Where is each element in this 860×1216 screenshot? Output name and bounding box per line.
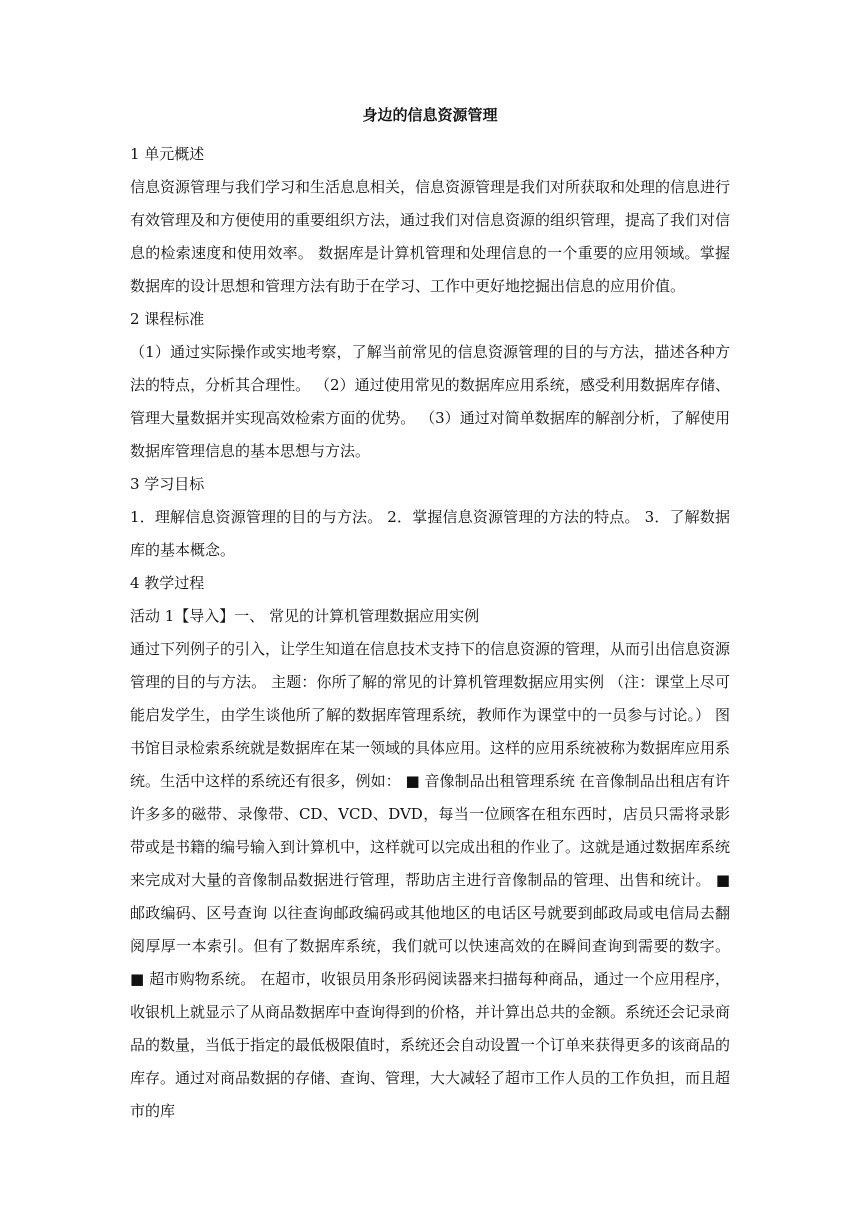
section-paragraph-standards: （1）通过实际操作或实地考察，了解当前常见的信息资源管理的目的与方法，描述各种方法的特点，分析其合理性。 （2）通过使用常见的数据库应用系统，感受利用数据库存储、管理大量数据并实现高效检索方面的优势。 （3）通过对简单数据库的解剖分析，了解使用数据库管理信息的基本思想与方法。 <box>130 343 730 460</box>
section-heading-objectives: 3 学习目标 <box>130 475 205 493</box>
document-page <box>130 106 730 1128</box>
section-paragraph-overview: 信息资源管理与我们学习和生活息息相关，信息资源管理是我们对所获取和处理的信息进行有效管理及和方便使用的重要组织方法，通过我们对信息资源的组织管理，提高了我们对信息的检索速度和使用效率。 数据库是计算机管理和处理信息的一个重要的应用领域。掌握数据库的设计思想和管理方法有助于在学习、工作中更好地挖掘出信息的应用价值。 <box>130 178 731 295</box>
section-paragraph-process: 通过下列例子的引入，让学生知道在信息技术支持下的信息资源的管理，从而引出信息资源管理的目的与方法。 主题：你所了解的常见的计算机管理数据应用实例 （注：课堂上尽可能启发学生，由学生谈他所了解的数据库管理系统，教师作为课堂中的一员参与讨论。） 图书馆目录检索系统就是数据库在某一领域的具体应用。这样的应用系统被称为数据库应用系统。生活中这样的系统还有很多，例如： ■ 音像制品出租管理系统 在音像制品出租店有许许多多的磁带、录像带、CD、VCD、DVD，每当一位顾客在租东西时，店员只需将录影带或是书籍的编号输入到计算机中，这样就可以完成出租的作业了。这就是通过数据库系统来完成对大量的音像制品数据进行管理，帮助店主进行音像制品的管理、出售和统计。 ■ 邮政编码、区号查询 以往查询邮政编码或其他地区的电话区号就要到邮政局或电信局去翻阅厚厚一本索引。但有了数据库系统，我们就可以快速高效的在瞬间查询到需要的数字。 ■ 超市购物系统。 在超市，收银员用条形码阅读器来扫描每种商品，通过一个应用程序，收银机上就显示了从商品数据库中查询得到的价格，并计算出总共的金额。系统还会记录商品的数量，当低于指定的最低极限值时，系统还会自动设置一个订单来获得更多的该商品的库存。通过对商品数据的存储、查询、管理，大大减轻了超市工作人员的工作负担，而且超市的库 <box>130 640 731 1120</box>
document-title: 身边的信息资源管理 <box>362 106 498 124</box>
section-heading-overview: 1 单元概述 <box>130 145 205 163</box>
section-heading-process: 4 教学过程 <box>130 574 205 592</box>
activity-subheading: 活动 1【导入】一、 常见的计算机管理数据应用实例 <box>130 607 480 625</box>
section-heading-standards: 2 课程标准 <box>130 310 205 328</box>
section-paragraph-objectives: 1．理解信息资源管理的目的与方法。 2．掌握信息资源管理的方法的特点。 3．了解数据库的基本概念。 <box>130 508 730 559</box>
